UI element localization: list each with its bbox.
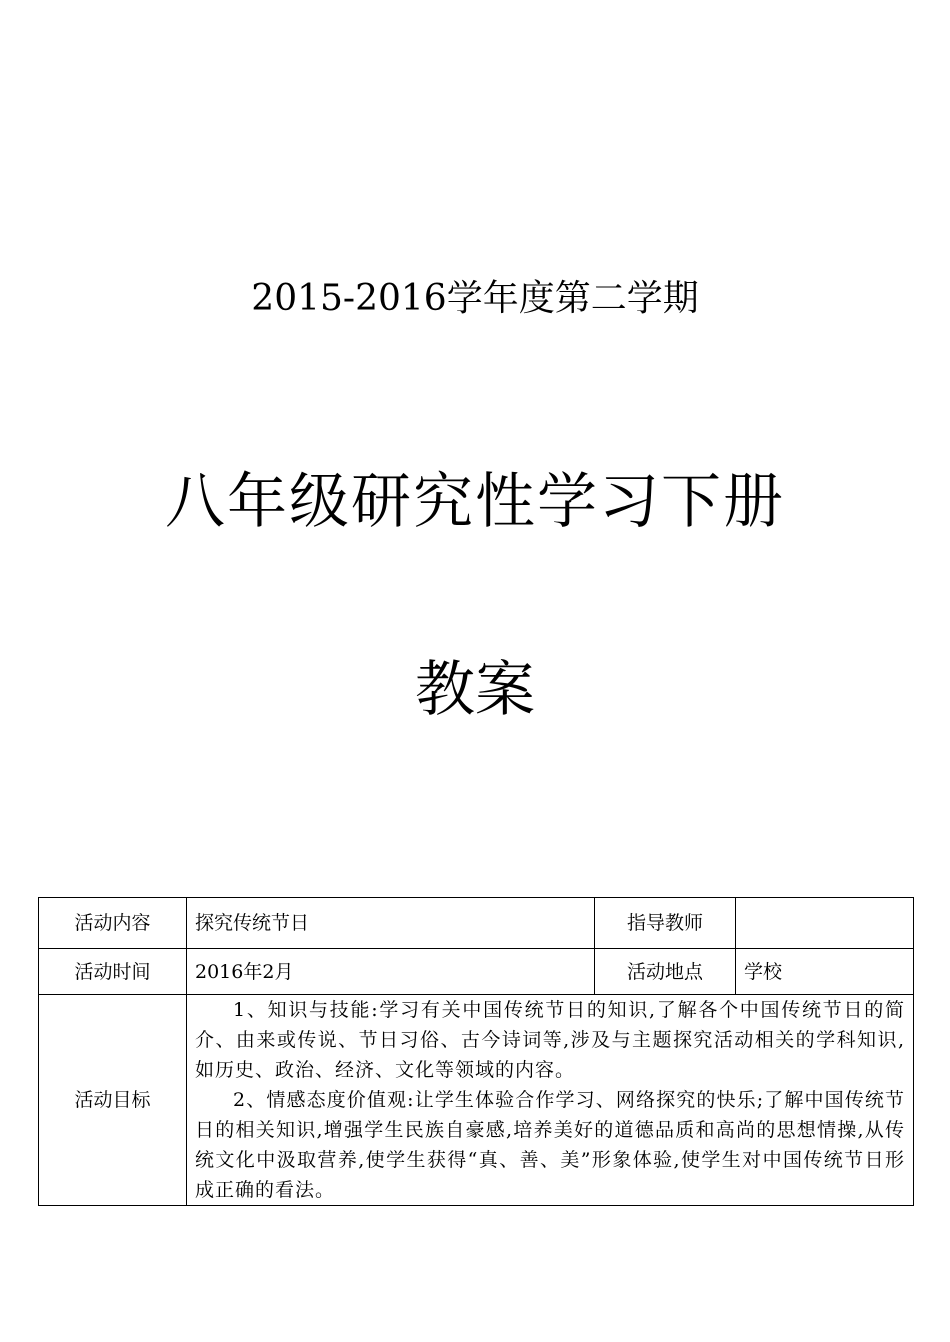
activity-info-table bbox=[38, 897, 914, 1206]
instructor-value bbox=[736, 898, 914, 949]
activity-goals-label: 活动目标 bbox=[39, 995, 187, 1206]
activity-content-value: 探究传统节日 bbox=[187, 898, 595, 949]
activity-goals-text bbox=[187, 995, 914, 1206]
activity-place-label: 活动地点 bbox=[595, 949, 736, 995]
document-subtitle: 教案 bbox=[415, 655, 535, 725]
instructor-label: 指导教师 bbox=[595, 898, 736, 949]
activity-time-value: 2016年2月 bbox=[187, 949, 595, 995]
table-row bbox=[39, 898, 914, 949]
activity-place-value: 学校 bbox=[736, 949, 914, 995]
table-row bbox=[39, 995, 914, 1206]
semester-heading: 2015-2016学年度第二学期 bbox=[251, 278, 699, 319]
activity-content-label: 活动内容 bbox=[39, 898, 187, 949]
document-title: 八年级研究性学习下册 bbox=[165, 467, 785, 537]
goal-paragraph-2: 2、情感态度价值观:让学生体验合作学习、网络探究的快乐;了解中国传统节日的相关知识,增强学生民族自豪感,培养美好的道德品质和高尚的思想情操,从传统文化中汲取营养,使学生获得“真、善、美”形象体验,使学生对中国传统节日形成正确的看法。 bbox=[195, 1089, 905, 1201]
table-row bbox=[39, 949, 914, 995]
activity-time-label: 活动时间 bbox=[39, 949, 187, 995]
goal-paragraph-1: 1、知识与技能:学习有关中国传统节日的知识,了解各个中国传统节日的简介、由来或传说、节日习俗、古今诗词等,涉及与主题探究活动相关的学科知识,如历史、政治、经济、文化等领域的内容。 bbox=[195, 999, 905, 1081]
